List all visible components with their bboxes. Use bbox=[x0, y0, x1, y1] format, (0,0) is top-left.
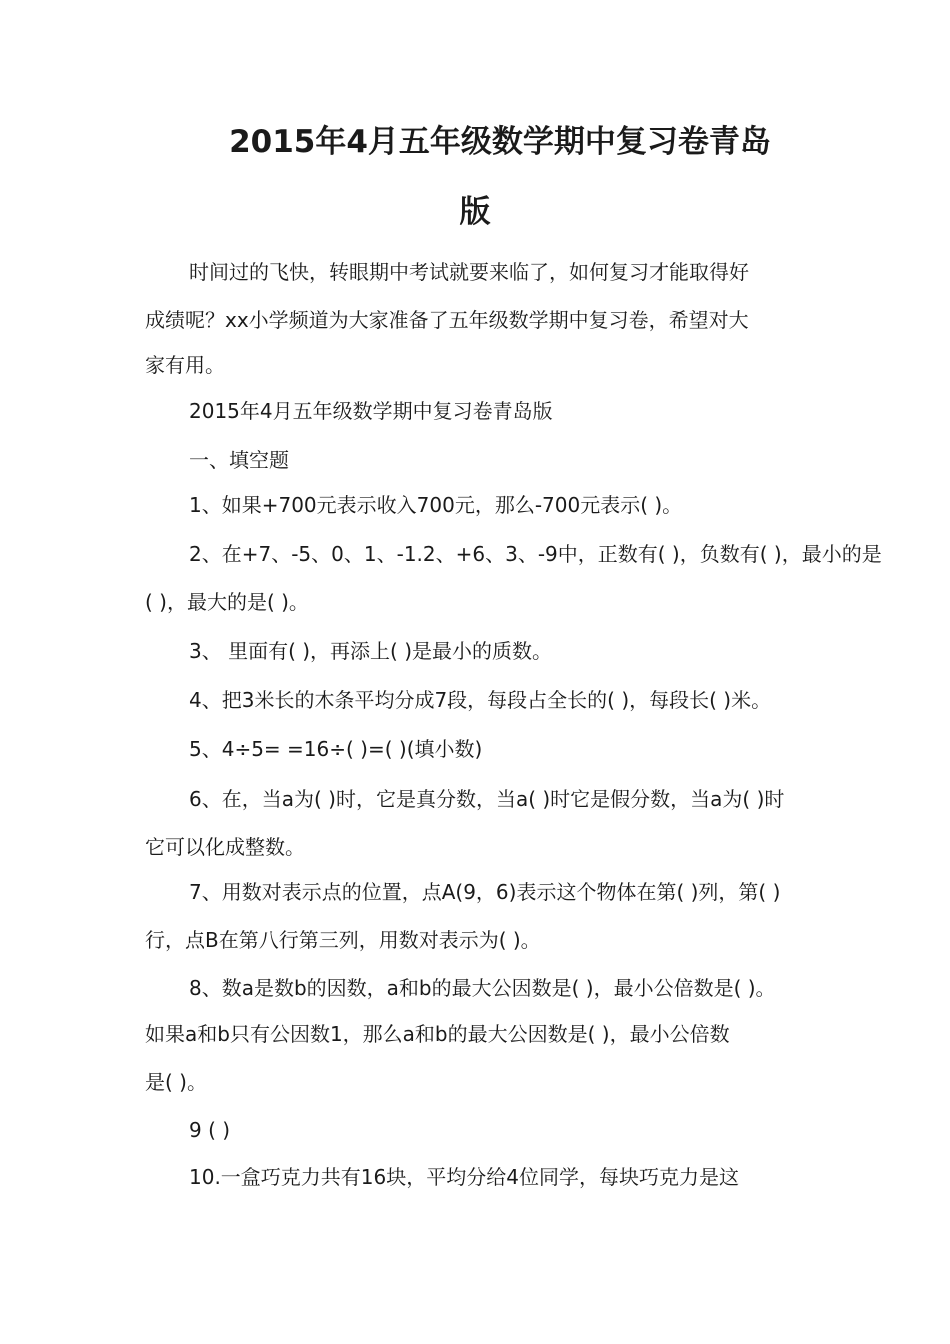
question-8-line-1: 8、数a是数b的因数，a和b的最大公因数是( )，最小公倍数是( )。 bbox=[189, 976, 776, 1000]
subtitle: 2015年4月五年级数学期中复习卷青岛版 bbox=[189, 399, 553, 423]
question-1: 1、如果+700元表示收入700元，那么-700元表示( )。 bbox=[189, 493, 683, 517]
question-5: 5、4÷5= =16÷( )=( )(填小数) bbox=[189, 737, 483, 761]
intro-line-1: 时间过的飞快，转眼期中考试就要来临了，如何复习才能取得好 bbox=[189, 260, 749, 284]
question-8-line-3: 是( )。 bbox=[145, 1070, 207, 1094]
question-2-line-2: ( )，最大的是( )。 bbox=[145, 590, 309, 614]
question-2-line-1: 2、在+7、-5、0、1、-1.2、+6、3、-9中，正数有( )，负数有( )，最小的是 bbox=[189, 542, 882, 566]
intro-line-3: 家有用。 bbox=[145, 353, 225, 377]
document-title-line-2: 版 bbox=[459, 194, 491, 230]
section-heading: 一、填空题 bbox=[189, 448, 289, 472]
question-6-line-2: 它可以化成整数。 bbox=[145, 835, 305, 859]
question-10: 10.一盒巧克力共有16块，平均分给4位同学，每块巧克力是这 bbox=[189, 1165, 739, 1189]
question-4: 4、把3米长的木条平均分成7段，每段占全长的( )，每段长( )米。 bbox=[189, 688, 772, 712]
question-9: 9 ( ) bbox=[189, 1118, 231, 1142]
question-7-line-2: 行，点B在第八行第三列，用数对表示为( )。 bbox=[145, 928, 541, 952]
question-3: 3、 里面有( )，再添上( )是最小的质数。 bbox=[189, 639, 553, 663]
intro-line-2: 成绩呢？xx小学频道为大家准备了五年级数学期中复习卷，希望对大 bbox=[145, 308, 749, 332]
document-title-line-1: 2015年4月五年级数学期中复习卷青岛 bbox=[229, 124, 771, 160]
question-8-line-2: 如果a和b只有公因数1，那么a和b的最大公因数是( )，最小公倍数 bbox=[145, 1022, 730, 1046]
question-7-line-1: 7、用数对表示点的位置，点A(9，6)表示这个物体在第( )列，第( ) bbox=[189, 880, 781, 904]
question-6-line-1: 6、在，当a为( )时，它是真分数，当a( )时它是假分数，当a为( )时 bbox=[189, 787, 785, 811]
